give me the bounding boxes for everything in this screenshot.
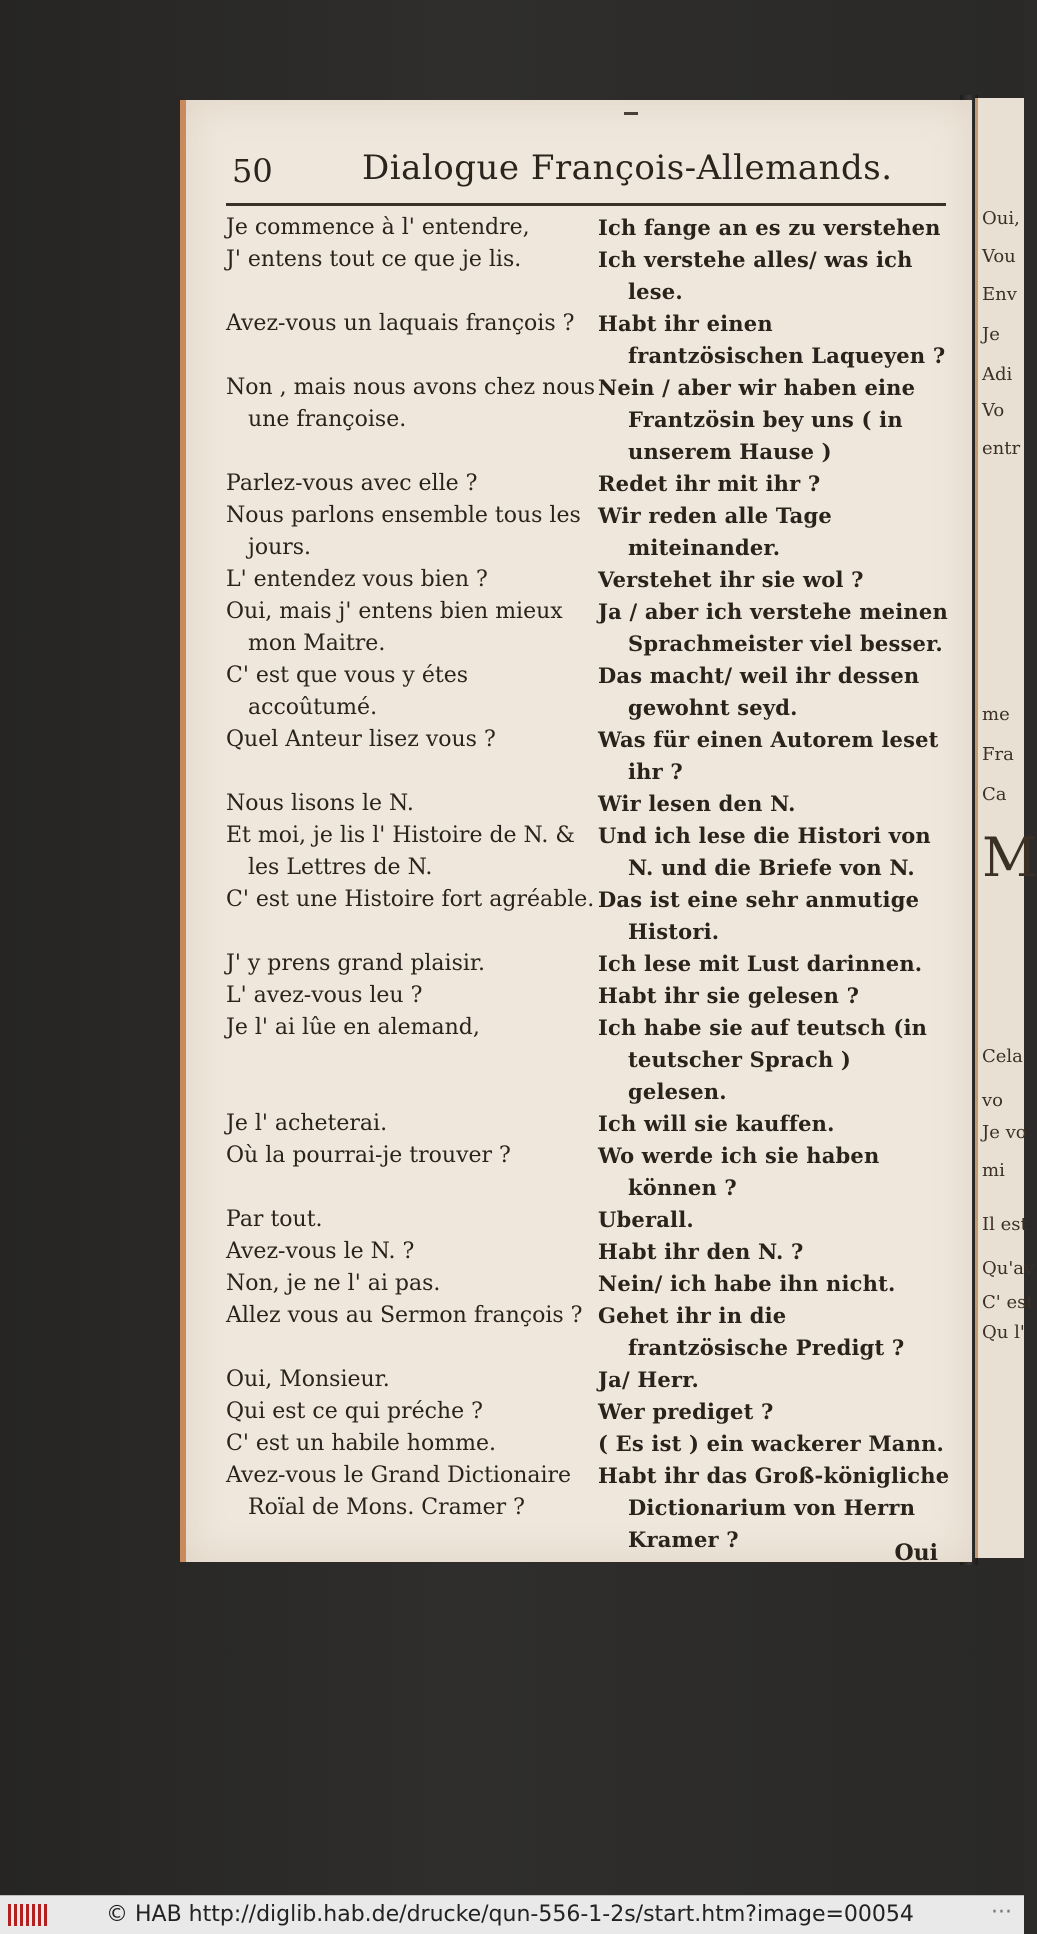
german-line: ( Es ist ) ein wackerer Mann. [598,1431,945,1456]
next-page-fragment: C' est [982,1292,1034,1313]
next-page-fragment: Je vo [982,1122,1027,1143]
french-line: C' est que vous y étes accoûtumé. [226,663,468,720]
next-page-fragment: Env [982,284,1017,305]
dialogue-row [226,724,950,788]
next-page-fragment: Oui, [982,208,1020,229]
german-line: Wir lesen den N. [598,791,796,816]
top-ornament-dash [624,112,638,115]
german-line: Nein/ ich habe ihn nicht. [598,1271,896,1296]
next-page-fragment: Cela [982,1046,1023,1067]
dialogue-row [226,948,950,980]
hab-logo-icon [8,1904,48,1926]
german-line: Habt ihr sie gelesen ? [598,983,860,1008]
dialogue-row [226,1012,950,1108]
next-page-fragment: Fra [982,744,1014,765]
german-line: Ich fange an es zu verstehen [598,215,941,240]
french-line: Avez-vous le N. ? [226,1239,415,1264]
dialogue-row [226,500,950,564]
french-line: Je l' ai lûe en alemand, [226,1015,480,1040]
french-line: J' entens tout ce que je lis. [226,247,522,272]
german-line: Was für einen Autorem leset ihr ? [598,727,939,784]
next-page-fragment: Adi [982,364,1013,385]
more-icon[interactable]: ··· [991,1900,1012,1925]
next-page-fragment: vo [982,1090,1004,1111]
dialogue-row [226,1428,950,1460]
german-line: Das ist eine sehr anmutige Histori. [598,887,920,944]
french-line: Nous lisons le N. [226,791,414,816]
dialogue-row [226,1140,950,1204]
dialogue-columns [226,212,950,1556]
dialogue-row [226,212,950,244]
dialogue-row [226,564,950,596]
french-line: L' entendez vous bien ? [226,567,488,592]
running-title: Dialogue François-Allemands. [362,148,893,188]
german-line: Ich will sie kauffen. [598,1111,835,1136]
next-page-fragment: Vo [982,400,1005,421]
header-rule [226,203,946,206]
dialogue-row [226,372,950,468]
dialogue-row [226,468,950,500]
german-line: Habt ihr das Groß-königliche Dictionarium von Herrn Kramer ? [598,1463,950,1552]
dialogue-row [226,308,950,372]
french-line: Et moi, je lis l' Histoire de N. & les Lettres de N. [226,823,575,880]
dialogue-row [226,820,950,884]
dialogue-row [226,1236,950,1268]
german-line: Habt ihr einen frantzösischen Laqueyen ? [598,311,946,368]
dialogue-row [226,980,950,1012]
german-line: Ja / aber ich verstehe meinen Sprachmeister viel besser. [598,599,948,656]
french-line: Parlez-vous avec elle ? [226,471,478,496]
german-line: Redet ihr mit ihr ? [598,471,821,496]
dialogue-row [226,1300,950,1364]
viewer-footer [0,1895,1024,1934]
next-page-fragment: Qu l' [982,1322,1025,1343]
french-line: Par tout. [226,1207,323,1232]
french-line: Oui, mais j' entens bien mieux mon Maitre. [226,599,563,656]
german-line: Und ich lese die Histori von N. und die Briefe von N. [598,823,931,880]
german-line: Wo werde ich sie haben können ? [598,1143,880,1200]
dialogue-row [226,1364,950,1396]
page-header [232,148,932,198]
french-line: Je l' acheterai. [226,1111,388,1136]
next-page-edge [975,98,1037,1558]
french-line: C' est un habile homme. [226,1431,496,1456]
french-line: Allez vous au Sermon françois ? [226,1303,583,1328]
next-page-fragment: Qu'av [982,1258,1035,1279]
german-line: Ich lese mit Lust darinnen. [598,951,923,976]
dialogue-row [226,1460,950,1556]
dialogue-row [226,1396,950,1428]
catchword: Oui [894,1540,938,1566]
german-line: Nein / aber wir haben eine Frantzösin bey uns ( in unserem Hause ) [598,375,916,464]
french-line: Avez-vous un laquais françois ? [226,311,575,336]
german-line: Wir reden alle Tage miteinander. [598,503,832,560]
dialogue-row [226,596,950,660]
french-line: Non , mais nous avons chez nous une françoise. [226,375,596,432]
german-line: Habt ihr den N. ? [598,1239,804,1264]
french-line: Avez-vous le Grand Dictionaire Roïal de Mons. Cramer ? [226,1463,572,1520]
french-line: L' avez-vous leu ? [226,983,423,1008]
french-line: J' y prens grand plaisir. [226,951,486,976]
page-number: 50 [232,152,273,190]
german-line: Uberall. [598,1207,694,1232]
dialogue-row [226,1204,950,1236]
source-link[interactable]: © HAB http://diglib.hab.de/drucke/qun-556-1-2s/start.htm?image=00054 [106,1902,914,1927]
dialogue-row [226,244,950,308]
french-line: Non, je ne l' ai pas. [226,1271,441,1296]
french-line: Nous parlons ensemble tous les jours. [226,503,581,560]
german-line: Ich verstehe alles/ was ich lese. [598,247,913,304]
french-line: Quel Anteur lisez vous ? [226,727,496,752]
next-page-fragment: M [982,826,1037,889]
dialogue-row [226,1268,950,1300]
dialogue-row [226,660,950,724]
next-page-fragment: Ca [982,784,1007,805]
german-line: Ich habe sie auf teutsch (in teutscher Sprach ) gelesen. [598,1015,928,1104]
french-line: Oui, Monsieur. [226,1367,390,1392]
dialogue-row [226,788,950,820]
next-page-fragment: Vou [982,246,1016,267]
french-line: Où la pourrai-je trouver ? [226,1143,511,1168]
french-line: C' est une Histoire fort agréable. [226,887,595,912]
german-line: Das macht/ weil ihr dessen gewohnt seyd. [598,663,920,720]
dialogue-row [226,884,950,948]
next-page-fragment: me [982,704,1010,725]
german-line: Ja/ Herr. [598,1367,700,1392]
dialogue-row [226,1108,950,1140]
french-line: Je commence à l' entendre, [226,215,530,240]
next-page-fragment: Je [982,324,1000,345]
german-line: Gehet ihr in die frantzösische Predigt ? [598,1303,905,1360]
next-page-fragment: entr [982,438,1021,459]
french-line: Qui est ce qui préche ? [226,1399,483,1424]
german-line: Verstehet ihr sie wol ? [598,567,864,592]
german-line: Wer prediget ? [598,1399,774,1424]
next-page-fragment: Il est [982,1214,1028,1235]
book-page [180,100,972,1566]
next-page-fragment: mi [982,1160,1005,1181]
